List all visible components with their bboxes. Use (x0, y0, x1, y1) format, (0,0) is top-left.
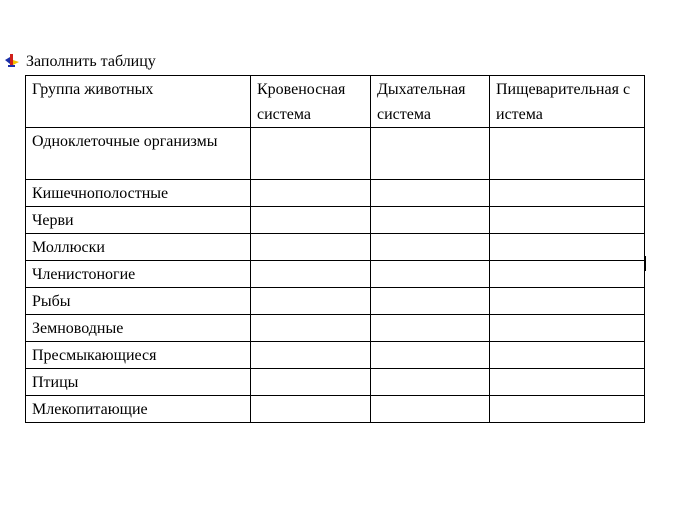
cell-digestive[interactable] (490, 315, 645, 342)
animal-systems-table (25, 75, 645, 423)
header-animal-group: Группа животных (26, 76, 251, 128)
cell-respiratory[interactable] (371, 261, 490, 288)
instruction-text: Заполнить таблицу (26, 53, 156, 70)
header-row (26, 76, 645, 128)
table-row (26, 369, 645, 396)
row-label: Птицы (26, 369, 251, 396)
cell-circulatory[interactable] (251, 369, 371, 396)
table-row (26, 396, 645, 423)
row-label: Моллюски (26, 234, 251, 261)
cell-digestive[interactable] (490, 396, 645, 423)
table-row (26, 207, 645, 234)
header-digestive-system (490, 76, 645, 128)
cell-digestive[interactable] (490, 369, 645, 396)
header-digestive-label: Пищеварительная система (496, 81, 631, 123)
cell-circulatory[interactable] (251, 342, 371, 369)
table-row (26, 342, 645, 369)
table-row (26, 315, 645, 342)
cell-circulatory[interactable] (251, 128, 371, 180)
cell-circulatory[interactable] (251, 180, 371, 207)
text-cursor (644, 256, 646, 271)
row-label: Рыбы (26, 288, 251, 315)
bullet-arrow-icon (4, 53, 20, 69)
table-row (26, 128, 645, 180)
cell-digestive[interactable] (490, 288, 645, 315)
cell-circulatory[interactable] (251, 396, 371, 423)
cell-circulatory[interactable] (251, 261, 371, 288)
cell-respiratory[interactable] (371, 128, 490, 180)
cell-respiratory[interactable] (371, 342, 490, 369)
cell-digestive[interactable] (490, 234, 645, 261)
cell-circulatory[interactable] (251, 207, 371, 234)
table-row (26, 234, 645, 261)
cell-digestive[interactable] (490, 207, 645, 234)
row-label: Одноклеточные организмы (26, 128, 251, 180)
cell-respiratory[interactable] (371, 180, 490, 207)
cell-respiratory[interactable] (371, 369, 490, 396)
cell-circulatory[interactable] (251, 288, 371, 315)
header-respiratory-system: Дыхательная система (371, 76, 490, 128)
cell-respiratory[interactable] (371, 396, 490, 423)
row-label: Млекопитающие (26, 396, 251, 423)
cell-circulatory[interactable] (251, 315, 371, 342)
cell-respiratory[interactable] (371, 288, 490, 315)
cell-respiratory[interactable] (371, 234, 490, 261)
cell-digestive[interactable] (490, 180, 645, 207)
row-label: Членистоногие (26, 261, 251, 288)
cell-respiratory[interactable] (371, 315, 490, 342)
table-row (26, 180, 645, 207)
table-row (26, 288, 645, 315)
cell-circulatory[interactable] (251, 234, 371, 261)
row-label: Кишечнополостные (26, 180, 251, 207)
cell-digestive[interactable] (490, 261, 645, 288)
row-label: Пресмыкающиеся (26, 342, 251, 369)
table-row (26, 261, 645, 288)
header-circulatory-system: Кровеносная система (251, 76, 371, 128)
row-label: Земноводные (26, 315, 251, 342)
cell-respiratory[interactable] (371, 207, 490, 234)
row-label: Черви (26, 207, 251, 234)
cell-digestive[interactable] (490, 128, 645, 180)
cell-digestive[interactable] (490, 342, 645, 369)
